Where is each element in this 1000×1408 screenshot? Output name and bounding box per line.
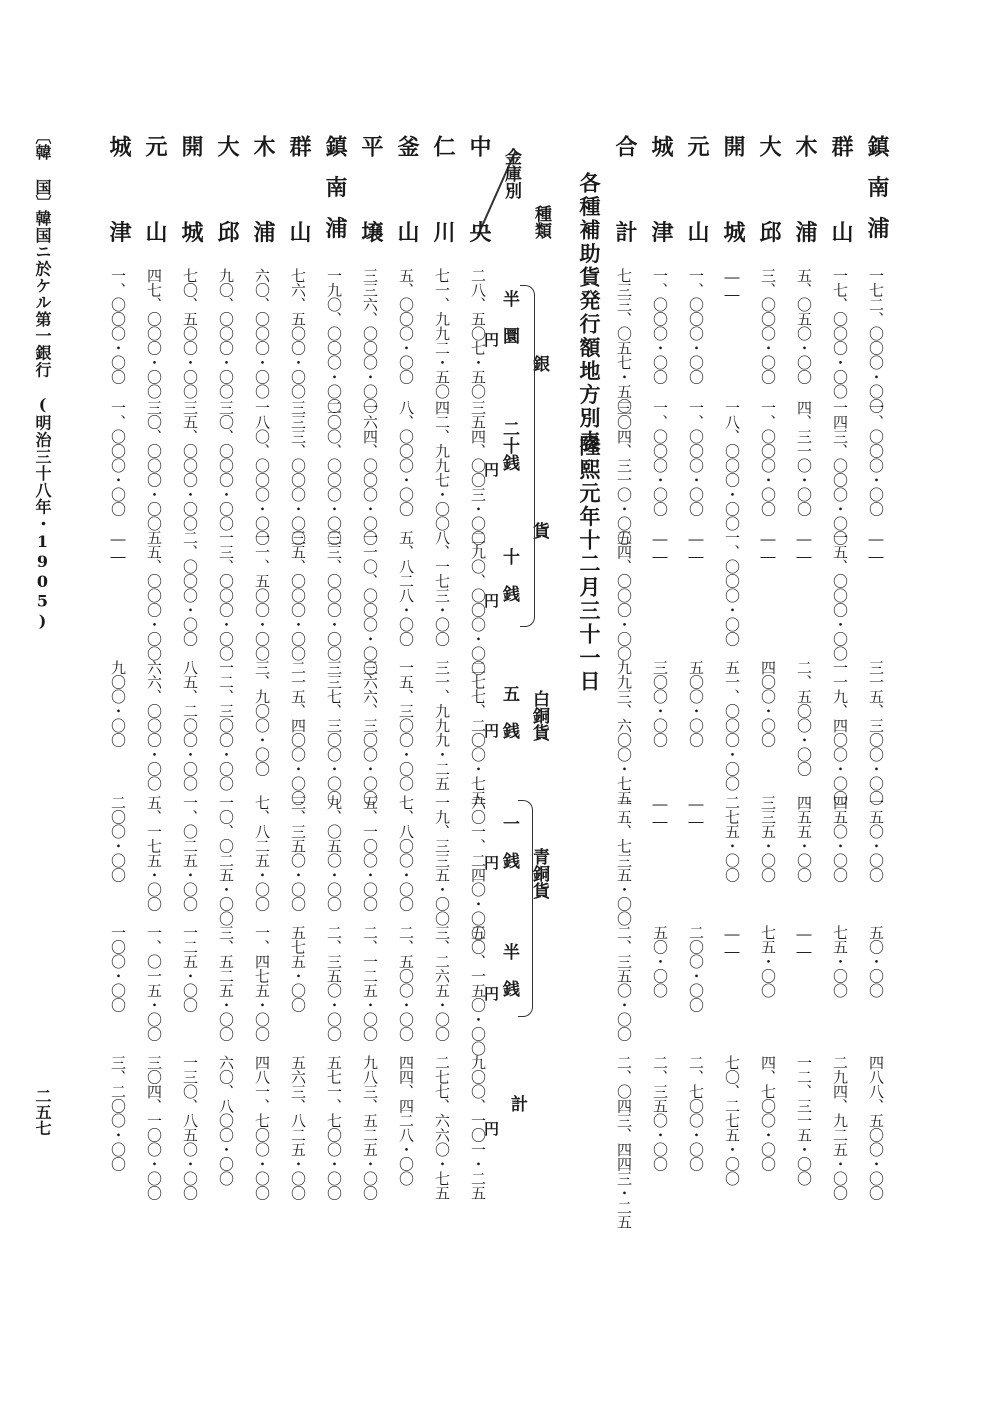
table-cell: ―― [795,530,813,565]
table-cell: 四八一、七〇〇・〇〇 [253,1055,271,1200]
table-cell: 二、一二五・〇〇 [361,925,379,1041]
table-cell: 二九〇、〇〇〇・〇〇 [469,530,487,675]
table-cell: 二〇〇・〇〇 [687,925,705,1012]
table-cell: 一九、三三五・〇〇 [433,795,451,926]
table-cell: 七五・〇〇 [831,925,849,998]
table-title: 各種補助貨発行額地方別表 [577,172,602,455]
table-cell: 二七五・〇〇 [723,795,741,882]
table-cell: 三一、九九九・二五 [433,660,451,791]
table-cell: 一二、三一五・〇〇 [795,1055,813,1186]
branch-name: 鎮南浦 [864,135,890,258]
branch-name: 鎮南浦 [322,135,348,258]
table-cell: 一一〇、〇〇〇・〇〇 [361,530,379,675]
table-cell: 七六、五〇〇・〇〇 [289,268,307,399]
branch-name: 平 壌 [358,135,384,262]
table-cell: 一〇〇・〇〇 [109,925,127,1012]
table-cell: 三、九〇〇・〇〇 [253,660,271,776]
table-cell: ―― [723,268,741,303]
table-cell: 七、八二五・〇〇 [253,795,271,911]
table-cell: 三五、〇〇〇・〇〇 [289,530,307,661]
table-cell: 五五、〇〇〇・〇〇 [145,530,163,661]
footer-source: 韓国ニ於ケル第一銀行 (明治三十八年・1905) [33,210,52,632]
table-cell: 五、一〇〇・〇〇 [361,795,379,911]
table-cell: 一、〇〇〇・〇〇 [109,400,127,516]
table-cell: 八、〇〇〇・〇〇 [397,400,415,516]
table-cell: 四八八、五〇〇・〇〇 [867,1055,885,1200]
table-cell: 四、三一〇・〇〇 [795,400,813,516]
yen-unit-1: 円 [484,331,500,349]
branch-name: 大 邱 [214,135,240,262]
table-cell: 一、〇〇〇・〇〇 [651,268,669,384]
table-cell: 二九四、九二五・〇〇 [831,1055,849,1200]
table-cell: ―― [651,795,669,830]
table-cell: 二七七、六六〇・七五 [433,1055,451,1200]
table-cell: ―― [867,530,885,565]
table-cell: 四七、〇〇〇・〇〇 [145,268,163,399]
table-cell: 三三、〇〇〇・〇〇 [325,530,343,661]
table-cell: 一、四七五・〇〇 [253,925,271,1041]
table-cell: 六〇、八〇〇・〇〇 [217,1055,235,1186]
table-cell: 三三三、〇〇〇・〇〇 [289,400,307,545]
table-cell: 三、〇〇〇・〇〇 [759,268,777,384]
table-cell: 一五〇・〇〇 [867,795,885,882]
table-cell: 七、八〇〇・〇〇 [397,795,415,911]
table-cell: 一四三、〇〇〇・〇〇 [831,400,849,545]
table-cell: 一二、三〇〇・〇〇 [217,660,235,791]
hakudo-label: 白銅貨 [529,690,549,741]
table-cell: 六六、〇〇〇・〇〇 [145,660,163,791]
table-cell: 三〇四、三一〇・〇〇 [615,400,633,545]
table-cell: 四〇〇・〇〇 [759,660,777,747]
table-cell: 二一五、四〇〇・〇〇 [289,660,307,805]
branch-name: 元 山 [684,135,710,262]
table-cell: 九九三、六〇〇・七五 [615,660,633,805]
table-cell: 一、〇〇〇・〇〇 [109,268,127,384]
table-cell: ―― [759,530,777,565]
table-cell: 三一五、三〇〇・〇〇 [867,660,885,805]
table-cell: 五〇・〇〇 [651,925,669,998]
yen-unit-7: 円 [484,1120,500,1138]
branch-name: 城 津 [648,135,674,262]
table-cell: 六〇、〇〇〇・〇〇 [253,268,271,399]
table-cell: 八五、二〇〇・〇〇 [181,660,199,791]
table-cell: 二〇〇・〇〇 [109,795,127,882]
kinko-label: 金庫別 [501,148,521,199]
seido-label: 青銅貨 [529,848,549,899]
table-cell: 五四、〇〇〇・〇〇 [615,530,633,661]
yen-unit-4: 円 [484,722,500,740]
table-cell: 一七二、〇〇〇・〇〇 [867,268,885,413]
footer-category: 〔韓 国〕 [33,128,52,211]
table-cell: 七〇、五〇〇・〇〇 [181,268,199,399]
table-cell: 一七、〇〇〇・〇〇 [831,268,849,399]
table-cell: 二、五〇〇・〇〇 [397,925,415,1041]
branch-name: 元 山 [142,135,168,262]
table-cell: 一、〇二五・〇〇 [181,795,199,911]
table-cell: 一八、〇〇〇・〇〇 [723,400,741,531]
total-label: 計 [507,1095,527,1112]
table-cell: ―― [651,530,669,565]
table-cell: 七五・〇〇 [759,925,777,998]
table-cell: 一八〇、〇〇〇・〇〇 [253,400,271,545]
table-cell: 四五〇・〇〇 [831,795,849,882]
table-cell: 一三、〇〇〇・〇〇 [217,530,235,661]
yen-unit-6: 円 [484,985,500,1003]
table-cell: ―― [723,925,741,960]
table-cell: ―― [795,925,813,960]
table-cell: 三五四、〇〇三・〇〇 [469,400,487,545]
table-cell: 五〇〇・〇〇 [687,660,705,747]
table-cell: 七〇、二七五・〇〇 [723,1055,741,1186]
table-cell: 三三六、〇〇〇・〇〇 [361,268,379,413]
ka-label: 貨 [529,522,549,539]
table-cell: 四二、九九七・〇〇 [433,400,451,531]
table-cell: 一五、七三五・〇〇 [615,795,633,926]
table-cell: 五、〇五〇・〇〇 [795,268,813,384]
table-cell: 八、一七三・〇〇 [433,530,451,646]
table-cell: 一、〇〇〇・〇〇 [723,530,741,646]
branch-name: 木 浦 [250,135,276,262]
denom-half-sen: 半 銭 [499,943,519,997]
table-cell: 一、〇〇〇・〇〇 [867,400,885,516]
table-cell: 一、〇〇〇・〇〇 [651,400,669,516]
table-cell: 三、二〇〇・〇〇 [109,1055,127,1171]
table-cell: 九〇〇・〇〇 [109,660,127,747]
table-cell: 七三三、〇五七・五〇 [615,268,633,413]
table-cell: ―― [687,795,705,830]
table-cell: 二八、五〇七・五〇 [469,268,487,399]
bronze-brace [518,800,533,1017]
yen-unit-5: 円 [484,854,500,872]
branch-name: 中 央 [466,135,492,262]
table-cell: 二、七〇〇・〇〇 [687,1055,705,1171]
table-cell: 三〇、〇〇〇・〇〇 [145,400,163,531]
table-cell: 三六六、三〇〇・〇〇 [361,660,379,805]
table-cell: 三〇〇・〇〇 [651,660,669,747]
table-cell: 二、〇〇〇・〇〇 [181,530,199,646]
table-cell: 一五、三〇〇・〇〇 [397,660,415,791]
table-cell: 三三五・〇〇 [759,795,777,882]
table-cell: 九、〇五〇・〇〇 [325,795,343,911]
table-cell: ―― [687,530,705,565]
table-cell: 四四、四二八・〇〇 [397,1055,415,1186]
branch-name: 木 浦 [792,135,818,262]
table-cell: 一三〇、八五〇・〇〇 [181,1055,199,1200]
branch-name: 群 山 [286,135,312,262]
branch-name: 開 城 [178,135,204,262]
table-cell: 五一、〇〇〇・〇〇 [723,660,741,791]
shurui-label: 種類 [531,205,551,239]
branch-name: 仁 川 [430,135,456,262]
table-cell: 六〇一、二四〇・〇〇 [469,795,487,940]
table-cell: 二、三五〇・〇〇 [651,1055,669,1171]
yen-unit-3: 円 [484,592,500,610]
table-cell: 五、一七五・〇〇 [145,795,163,911]
table-cell: 一一、五〇〇・〇〇 [253,530,271,661]
table-cell: 一五、〇〇〇・〇〇 [831,530,849,661]
table-cell: 二、三五〇・〇〇 [615,925,633,1041]
silver-brace [520,285,535,627]
table-cell: 五六三、八二五・〇〇 [289,1055,307,1200]
table-cell: 五〇・〇〇 [867,925,885,998]
table-cell: 一〇、〇二五・〇〇 [217,795,235,926]
branch-name: 大 邱 [756,135,782,262]
table-cell: 五、〇〇〇・〇〇 [397,268,415,384]
table-cell: 二、五〇〇・〇〇 [795,660,813,776]
table-cell: 三、二六五・〇〇 [433,925,451,1041]
branch-name: 群 山 [828,135,854,262]
table-cell: 三三七、三〇〇・〇〇 [325,660,343,805]
branch-name: 釜 山 [394,135,420,262]
table-cell: 九〇、〇〇〇・〇〇 [217,268,235,399]
table-cell: 九八三、五二五・〇〇 [361,1055,379,1200]
table-cell: 二、〇四三、四四三・二五 [615,1055,633,1229]
table-cell: 一、〇一五・〇〇 [145,925,163,1041]
page-number: 二五七 [33,1088,52,1136]
table-cell: ―― [109,530,127,565]
denom-1-sen: 一 銭 [499,815,519,869]
table-cell: 一、〇〇〇・〇〇 [687,400,705,516]
denom-han-en: 半 圜 [499,290,519,344]
table-cell: 三〇四、一〇〇・〇〇 [145,1055,163,1200]
table-cell: 一、〇〇〇・〇〇 [759,400,777,516]
table-cell: 一、〇〇〇・〇〇 [687,268,705,384]
gin-label: 銀 [529,355,549,372]
table-cell: 五、八二八・〇〇 [397,530,415,646]
denom-10-sen: 十 銭 [499,548,519,602]
table-cell: 五〇、一五〇・〇〇 [469,925,487,1056]
table-date: 隆熙元年十二月三十一日 [577,435,602,694]
table-cell: 一六四、〇〇〇・〇〇 [361,400,379,545]
table-cell: 一九〇、〇〇〇・〇〇 [325,268,343,413]
branch-name: 城 津 [106,135,132,262]
table-cell: 五七一、七〇〇・〇〇 [325,1055,343,1200]
table-cell: 三五、〇〇〇・〇〇 [181,400,199,531]
table-cell: 二七七、二〇〇・七五 [469,660,487,805]
table-cell: 五七五・〇〇 [289,925,307,1012]
table-cell: 三、三五〇・〇〇 [289,795,307,911]
table-cell: 九〇〇、一〇一・二五 [469,1055,487,1200]
table-cell: 二〇〇、〇〇〇・〇〇 [325,400,343,545]
table-cell: 四、七〇〇・〇〇 [759,1055,777,1171]
table-cell: 三、五二五・〇〇 [217,925,235,1041]
table-cell: 一一九、四〇〇・〇〇 [831,660,849,805]
denom-5-sen: 五 銭 [499,685,519,739]
table-cell: 七一、九九二・五〇 [433,268,451,399]
branch-name: 合 計 [612,135,638,262]
table-cell: 三〇、〇〇〇・〇〇 [217,400,235,531]
branch-name: 開 城 [720,135,746,262]
denom-20-sen: 二十銭 [499,420,519,471]
table-cell: 一二五・〇〇 [181,925,199,1012]
table-cell: 四五五・〇〇 [795,795,813,882]
yen-unit-2: 円 [484,461,500,479]
table-cell: 二、三五〇・〇〇 [325,925,343,1041]
